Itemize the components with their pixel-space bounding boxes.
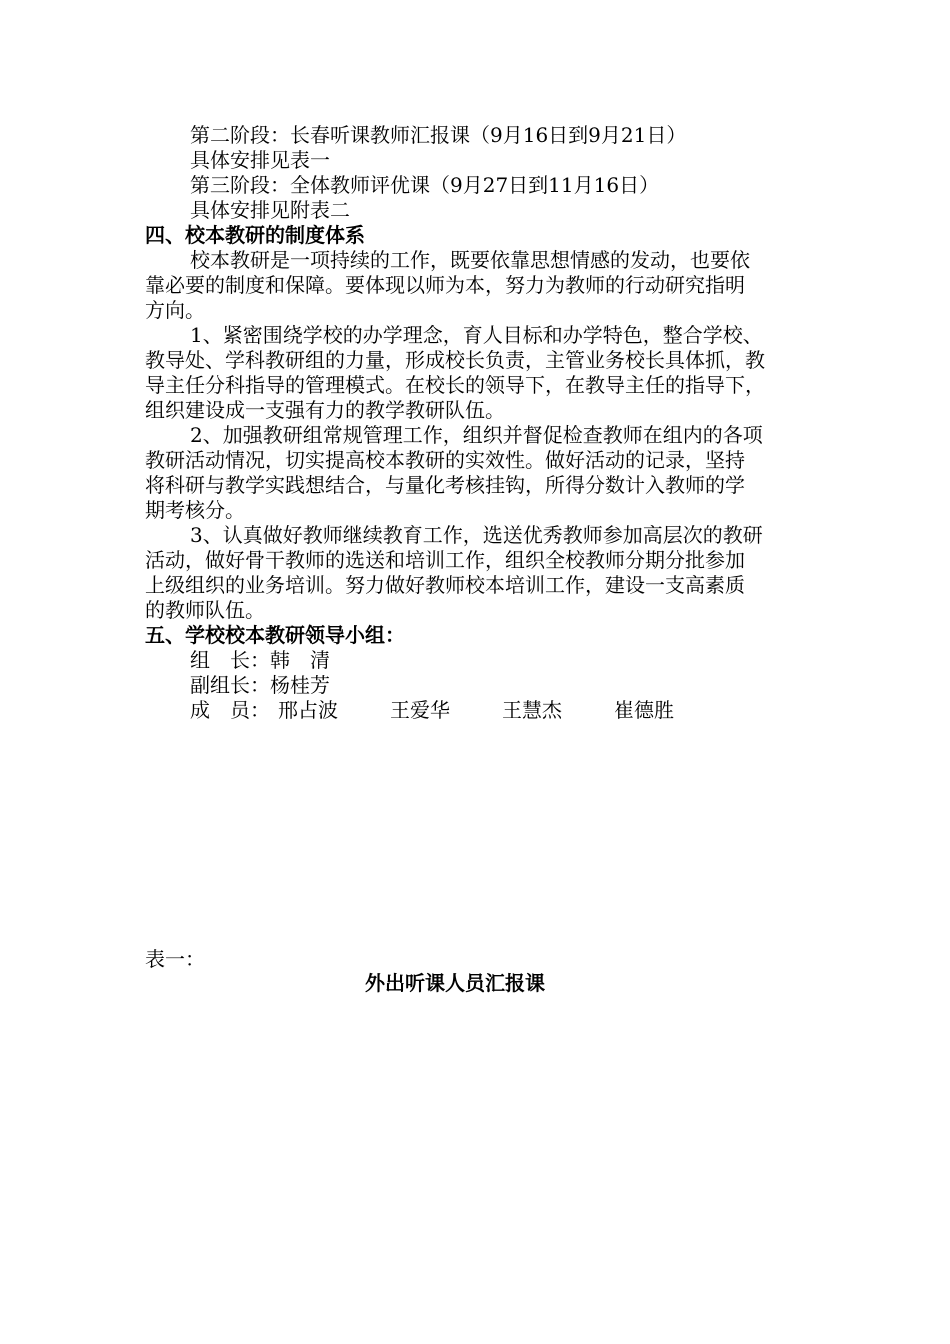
stage-2-note: 具体安排见表一 [190,148,330,172]
section-4-item-1-line: 1、紧密围绕学校的办学理念，育人目标和办学特色，整合学校、 [190,323,763,347]
member-name: 王慧杰 [502,698,562,722]
section-4-intro-line: 靠必要的制度和保障。要体现以师为本，努力为教师的行动研究指明 [145,273,745,297]
table-1-title: 外出听课人员汇报课 [365,971,545,995]
section-4-item-2-line: 2、加强教研组常规管理工作，组织并督促检查教师在组内的各项 [190,423,763,447]
section-5-heading: 五、学校校本教研领导小组： [145,623,405,647]
stage-3-note: 具体安排见附表二 [190,198,350,222]
member-name: 邢占波 [278,698,338,722]
member-name: 崔德胜 [614,698,674,722]
stage-3-label: 第三阶段：全体教师评优课（9月27日到11月16日） [190,173,660,197]
section-4-item-2-line: 期考核分。 [145,498,245,522]
member-name: 王爱华 [390,698,450,722]
table-1-label: 表一： [145,947,205,971]
section-4-item-3-line: 的教师队伍。 [145,598,265,622]
section-4-item-3-line: 上级组织的业务培训。努力做好教师校本培训工作，建设一支高素质 [145,573,745,597]
section-4-item-3-line: 3、认真做好教师继续教育工作，选送优秀教师参加高层次的教研 [190,523,763,547]
group-leader: 组 长：韩 清 [190,648,330,672]
section-4-item-2-line: 教研活动情况，切实提高校本教研的实效性。做好活动的记录，坚持 [145,448,745,472]
stage-2-label: 第二阶段：长春听课教师汇报课（9月16日到9月21日） [190,123,687,147]
section-4-intro-line: 方向。 [145,298,205,322]
section-4-item-1-line: 导主任分科指导的管理模式。在校长的领导下，在教导主任的指导下， [145,373,765,397]
section-4-item-1-line: 组织建设成一支强有力的教学教研队伍。 [145,398,505,422]
members-label: 成 员： [190,698,270,722]
section-4-item-3-line: 活动，做好骨干教师的选送和培训工作，组织全校教师分期分批参加 [145,548,745,572]
group-deputy-leader: 副组长：杨桂芳 [190,673,330,697]
section-4-item-2-line: 将科研与教学实践想结合，与量化考核挂钩，所得分数计入教师的学 [145,473,745,497]
section-4-intro-line: 校本教研是一项持续的工作，既要依靠思想情感的发动，也要依 [190,248,750,272]
section-4-heading: 四、校本教研的制度体系 [145,223,365,247]
group-members-row [190,698,810,723]
section-4-item-1-line: 教导处、学科教研组的力量，形成校长负责，主管业务校长具体抓，教 [145,348,765,372]
